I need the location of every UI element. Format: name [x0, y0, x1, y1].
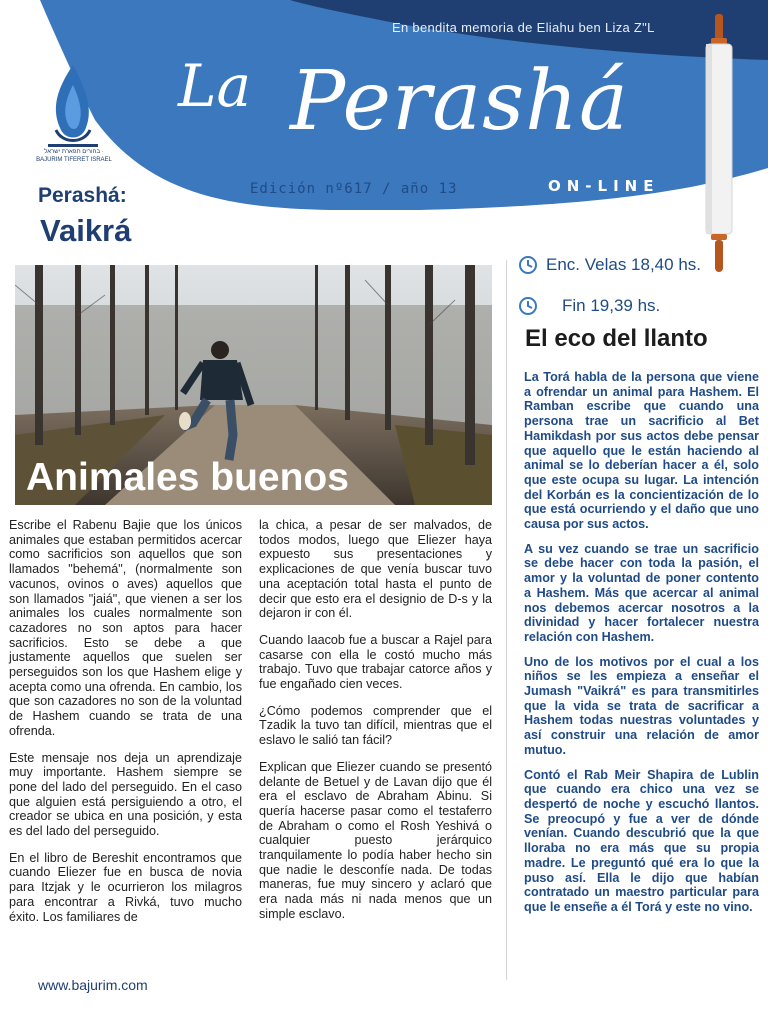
paragraph: la chica, a pesar de ser malvados, de todos modos, luego que Eliezer haya expuesto sus presentaciones y explicaciones de que venía buscar tuvo una aceptación total hasta el punto de decir que esto era el designio de D-s y la dejaron ir con él. [259, 518, 492, 621]
side-article-body [524, 370, 759, 925]
article-column-2 [259, 518, 492, 934]
website-link[interactable]: www.bajurim.com [38, 977, 148, 993]
paragraph: En el libro de Bereshit encontramos que cuando Eliezer fue en busca de novia para Itzjak y le ocurrieron los milagros para encontrar a Rivká, tuvo mucho éxito. Los familiares de [9, 850, 242, 924]
candle-time-text: Enc. Velas 18,40 hs. [546, 255, 701, 274]
end-time-text: Fin 19,39 hs. [562, 296, 661, 315]
paragraph: La Torá habla de la persona que viene a ofrendar un animal para Hashem. El Ramban escribe que cuando una persona trae un sacrificio al Bet Hamikdash por sus actos debe pensar que aquello que le están haciendo al animal se lo deberían hacer a él, solo que este ocupa su lugar. La intención del Korbán es la concientización de lo que está ocurriendo y el daño que uno causa por sus actos. [524, 370, 759, 532]
paragraph: Uno de los motivos por el cual a los niños se les empieza a enseñar el Jumash "Vaikrá" es para transmitirles que la vida se trata de sacrificar a Hashem todas nuestras voluntades y así construir una relación de amor mutuo. [524, 654, 759, 757]
hero-title: Animales buenos [26, 456, 349, 499]
paragraph: A su vez cuando se trae un sacrificio se debe hacer con toda la pasión, el amor y la voluntad de poner contento a Hashem. Más que acercar al animal nos debemos acercar nosotros a la divinidad y hacer fortalecer nuestra relación con Hashem. [524, 541, 759, 644]
clock-icon [518, 255, 538, 275]
edition-number: Edición nº617 / año 13 [250, 181, 458, 197]
paragraph: Contó el Rab Meir Shapira de Lublin que cuando era chico una vez se despertó de noche y escuchó llantos. Se preocupó y fue a ver de dónde venían. Cuando descubrió que la que lloraba no era más que su propia madre. Le preguntó qué era lo que la puso así. Ella le dijo que habían contratado un maestro particular para que le enseñe a él Torá y este no vino. [524, 767, 759, 914]
paragraph: Escribe el Rabenu Bajie que los únicos animales que estaban permitidos acercar como sacrificios son aquellos que son llamados "behemá", (normalmente son vacunos, ovinos o aves) aquellos que son llamados "jaiá", que vienen a ser los animales los cuales normalmente son cazadores no son aptos para hacer sacrificios. Esto se debe a que justamente aquellos que suelen ser perseguidos son los que Hashem elige y acepta como una ofrenda. En cambio, los que son cazadores no son de la voluntad de Hashem cuando se trata de una ofrenda. [9, 518, 242, 738]
paragraph: ¿Cómo podemos comprender que el Tzadik la tuvo tan difícil, mientras que el eslavo le salió tan fácil? [259, 703, 492, 748]
side-article-title: El eco del llanto [525, 325, 708, 352]
paragraph: Cuando Iaacob fue a buscar a Rajel para casarse con ella le costó mucho más trabajo. Tuvo que trabajar catorce años y fue engañado cien veces. [259, 632, 492, 692]
perasha-label: Perashá: [38, 184, 127, 207]
paragraph: Explican que Eliezer cuando se presentó delante de Betuel y de Lavan dijo que él era el esclavo de Abraham Abinu. Si quería hacerse pasar como el testaferro de Abraham o como el Rosh Yeshivá o cualquier puesto jerárquico tranquilamente lo podía haber hecho sin que nadie le desconfíe nada. De todas maneras, fue muy sincero y aclaró que era nada más ni nada menos que un simple esclavo. [259, 759, 492, 921]
masthead-title: Perashá [290, 54, 629, 149]
column-divider [506, 260, 507, 980]
perasha-name: Vaikrá [40, 213, 132, 248]
paragraph: Este mensaje nos deja un aprendizaje muy importante. Hashem siempre se pone del lado del perseguido. En el caso que alguien está persiguiendo a otro, el creador se ubica en una posición, y esta es del lado del perseguido. [9, 750, 242, 839]
article-column-1 [9, 518, 242, 936]
title-la: La [178, 52, 252, 120]
logo-caption: בחורים תפארת ישראל · BAJURIM TIFERET ISRAEL [36, 149, 112, 163]
torah-scroll-icon [694, 14, 744, 272]
memorial-dedication: En bendita memoria de Eliahu ben Liza Z"L [392, 20, 655, 35]
clock-icon [518, 296, 538, 316]
online-label: ON-LINE [548, 177, 660, 195]
